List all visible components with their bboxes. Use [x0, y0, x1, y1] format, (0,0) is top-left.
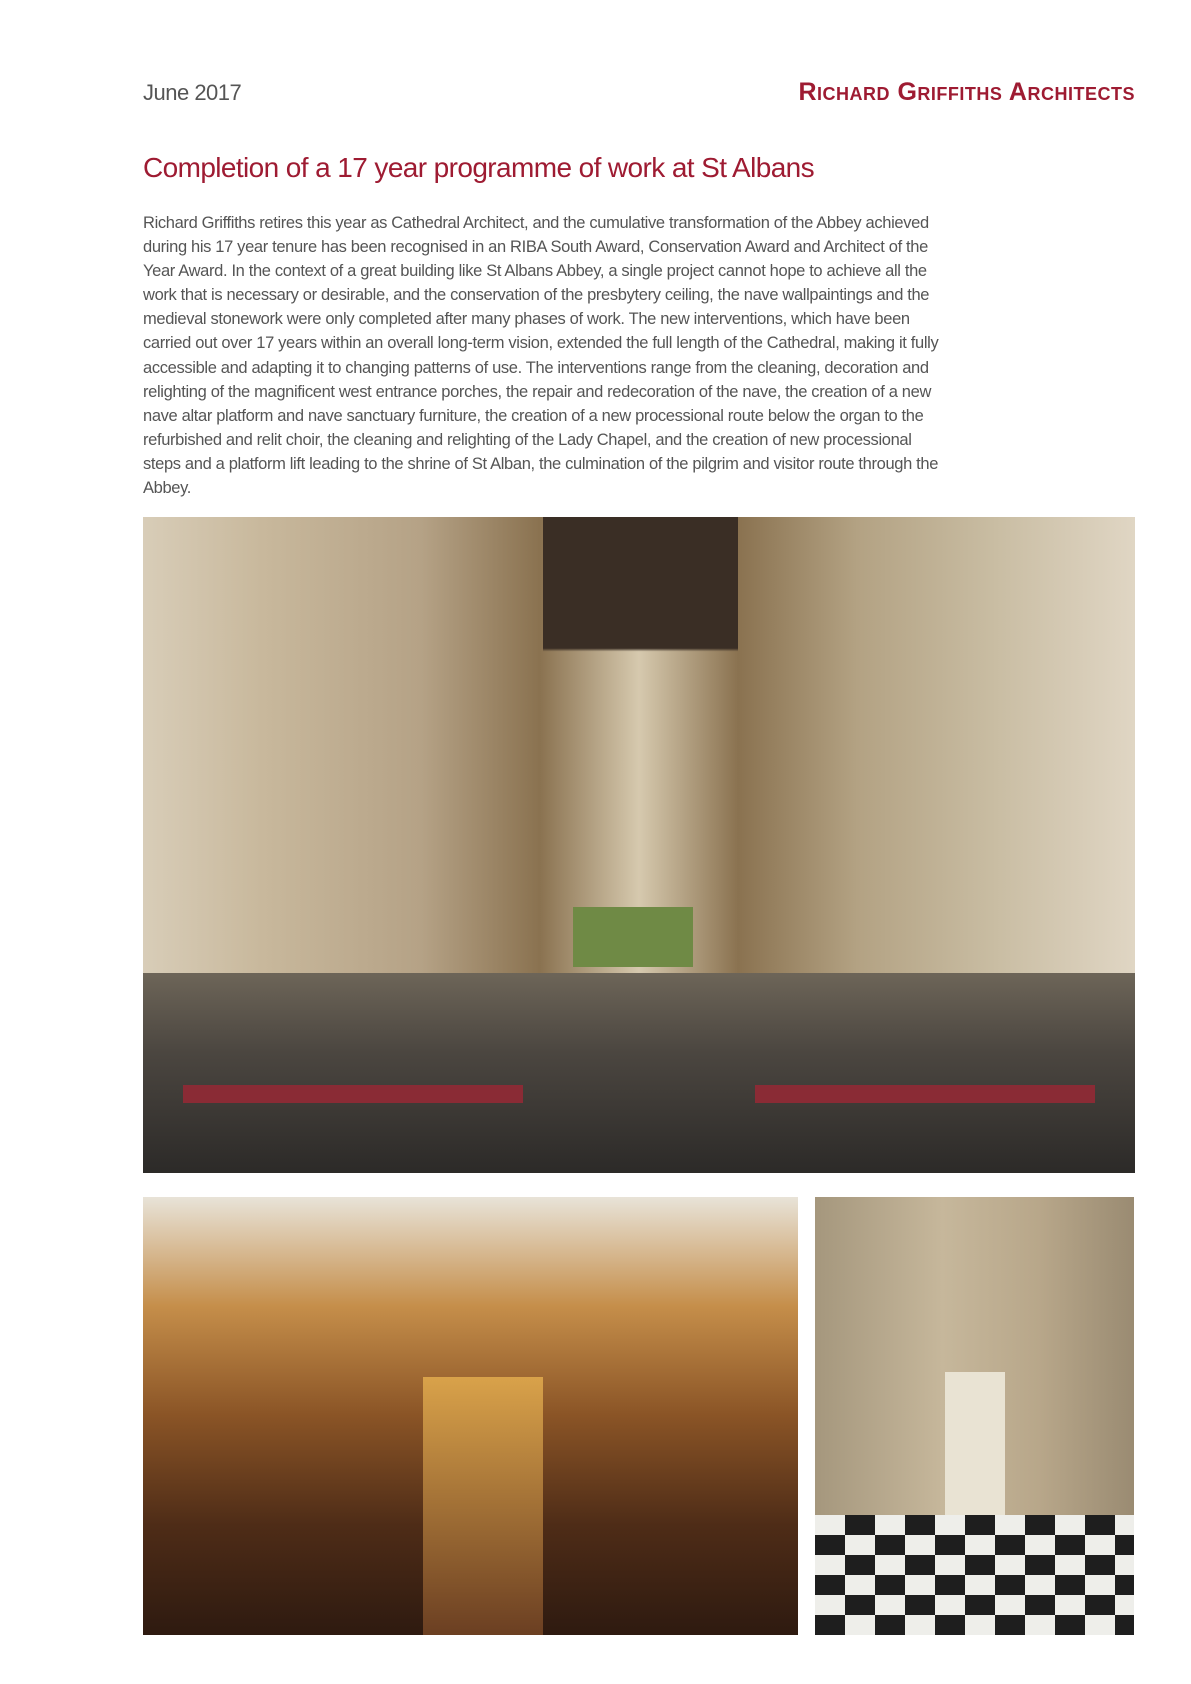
issue-date: June 2017: [143, 80, 242, 105]
body-line: refurbished and relit choir, the cleaning and relighting of the Lady Chapel, and the creation of new processional: [143, 430, 912, 449]
body-line: steps and a platform lift leading to the shrine of St Alban, the culmination of the pilgrim and visitor route through the: [143, 454, 939, 473]
choir-aisle: [423, 1377, 543, 1635]
body-line: Abbey.: [143, 479, 192, 498]
body-line: Richard Griffiths retires this year as Cathedral Architect, and the cumulative transformation of the Abbey achieved: [143, 214, 929, 232]
article-body: [143, 211, 1143, 500]
body-line: carried out over 17 years within an overall long-term vision, extended the full length of the Cathedral, making it fully: [143, 334, 939, 353]
choir-photo: [143, 1197, 798, 1635]
body-line: work that is necessary or desirable, and the conservation of the presbytery ceiling, the nave wallpaintings and the: [143, 286, 930, 305]
nave-floor: [143, 973, 1135, 1173]
body-line: during his 17 year tenure has been recognised in an RIBA South Award, Conservation Award and Architect of the: [143, 238, 928, 257]
article-title: Completion of a 17 year programme of work at St Albans: [143, 152, 815, 183]
chequered-floor: [815, 1515, 1134, 1635]
shrine-lift-photo: [815, 1197, 1134, 1635]
body-line: relighting of the magnificent west entrance porches, the repair and redecoration of the nave, the creation of a new: [143, 382, 932, 401]
nave-altar: [573, 907, 693, 967]
body-line: accessible and adapting it to changing patterns of use. The interventions range from the cleaning, decoration and: [143, 358, 929, 377]
body-line: nave altar platform and nave sanctuary furniture, the creation of a new processional route below the organ to the: [143, 406, 924, 425]
brand-name: Richard Griffiths Architects: [798, 78, 1135, 106]
body-line: medieval stonework were only completed after many phases of work. The new interventions, which have been: [143, 310, 910, 329]
kneeler-right: [755, 1085, 1095, 1103]
nave-photo: [143, 517, 1135, 1173]
body-line: Year Award. In the context of a great building like St Albans Abbey, a single project cannot hope to achieve all the: [143, 262, 927, 281]
kneeler-left: [183, 1085, 523, 1103]
